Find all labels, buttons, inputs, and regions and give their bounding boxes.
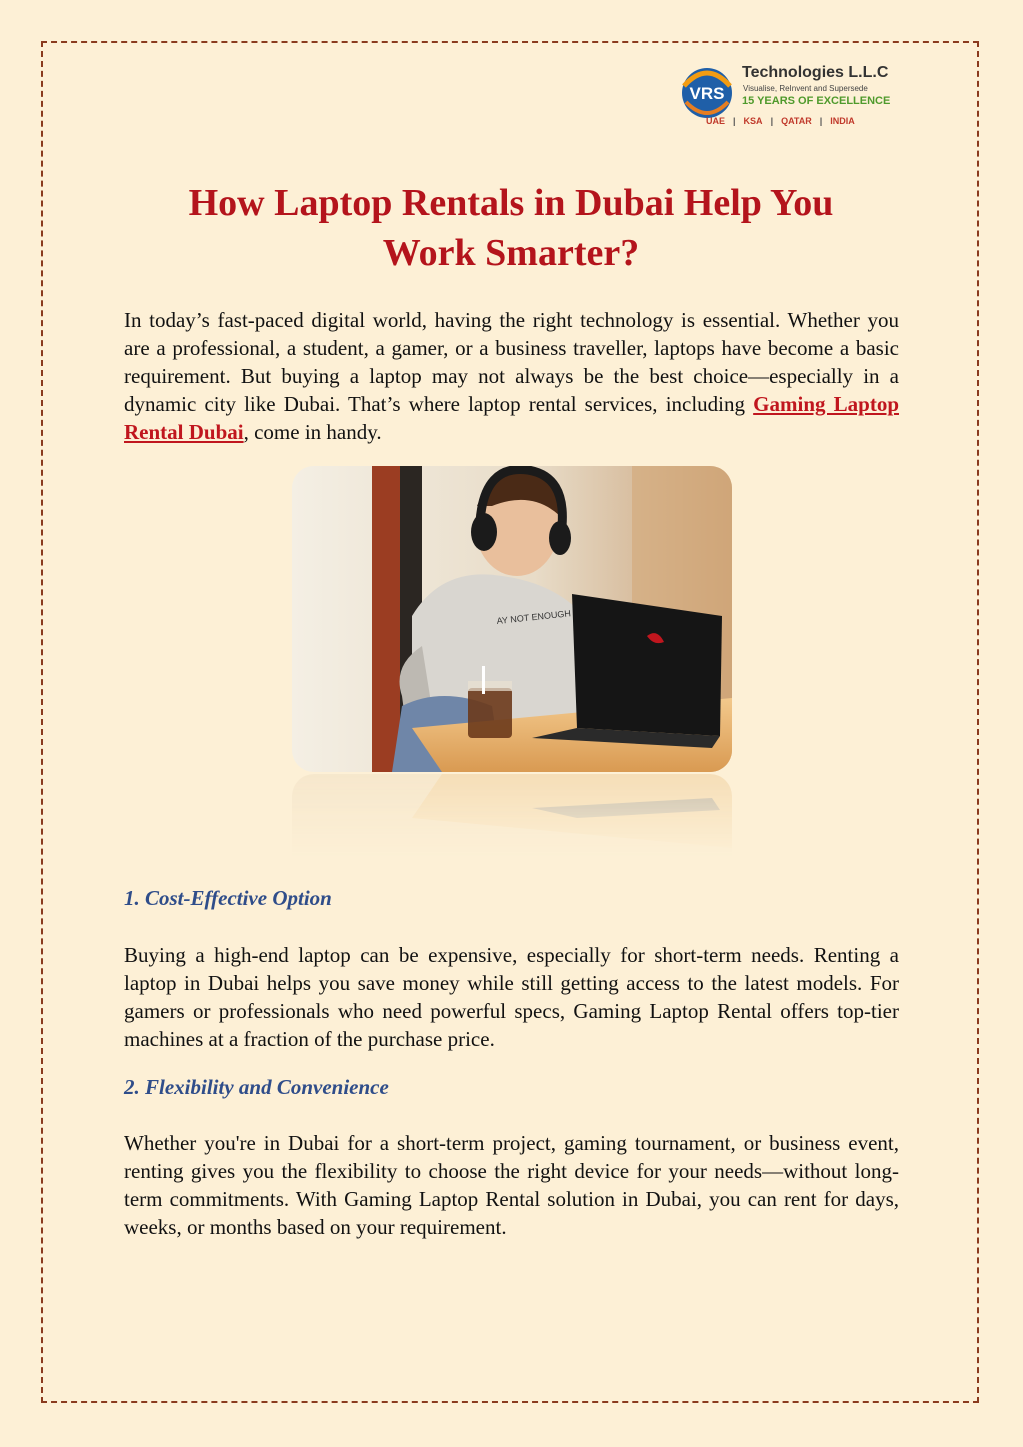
logo-tagline: Visualise, ReInvent and Supersede	[743, 84, 868, 93]
svg-text:VRS: VRS	[689, 84, 725, 103]
logo-company-name: Technologies L.L.C	[742, 64, 889, 81]
company-logo	[680, 62, 920, 132]
logo-regions	[698, 116, 863, 126]
vrs-logo-icon	[680, 66, 734, 120]
gamer-laptop-photo	[292, 466, 732, 772]
region-separator: |	[819, 116, 823, 126]
section-heading-flexibility: 2. Flexibility and Convenience	[124, 1075, 389, 1099]
region-india: INDIA	[830, 116, 855, 126]
section-body-cost-effective: Buying a high-end laptop can be expensive, especially for short-term needs. Renting a laptop in Dubai helps you save money while still getting access to the latest models. For gamers or professionals who need powerful specs, Gaming Laptop Rental offers top-tier machines at a fraction of the purchase price.	[124, 943, 899, 1051]
region-separator: |	[733, 116, 736, 126]
shirt-text: AY NOT ENOUGH	[496, 608, 572, 626]
page-title	[100, 178, 922, 278]
region-ksa: KSA	[743, 116, 763, 126]
logo-excellence: 15 YEARS OF EXCELLENCE	[742, 95, 891, 107]
title-line-1: How Laptop Rentals in Dubai Help You	[188, 182, 834, 224]
region-qatar: QATAR	[781, 116, 812, 126]
title-line-2: Work Smarter?	[382, 232, 640, 274]
section-body-flexibility: Whether you're in Dubai for a short-term project, gaming tournament, or business event, renting gives you the flexibility to choose the right device for your needs—without long-term commitments. With Gaming Laptop Rental solution in Dubai, you can rent for days, weeks, or months based on your requirement.	[124, 1131, 899, 1239]
section-heading-cost-effective: 1. Cost-Effective Option	[124, 886, 332, 910]
intro-paragraph	[124, 306, 899, 446]
photo-reflection	[292, 774, 732, 858]
region-uae: UAE	[706, 116, 726, 126]
gaming-laptop-rental-link[interactable]: Gaming Laptop Rental Dubai	[124, 392, 899, 444]
region-separator: |	[770, 116, 774, 126]
intro-text: In today’s fast-paced digital world, having the right technology is essential. Whether you are a professional, a student, a gamer, or a business traveller, laptops have become a basic requirement. But buying a laptop may not always be the best choice—especially in a dynamic city like Dubai. That’s where laptop rental services, including	[124, 308, 899, 416]
intro-text-end: , come in handy.	[243, 420, 382, 444]
